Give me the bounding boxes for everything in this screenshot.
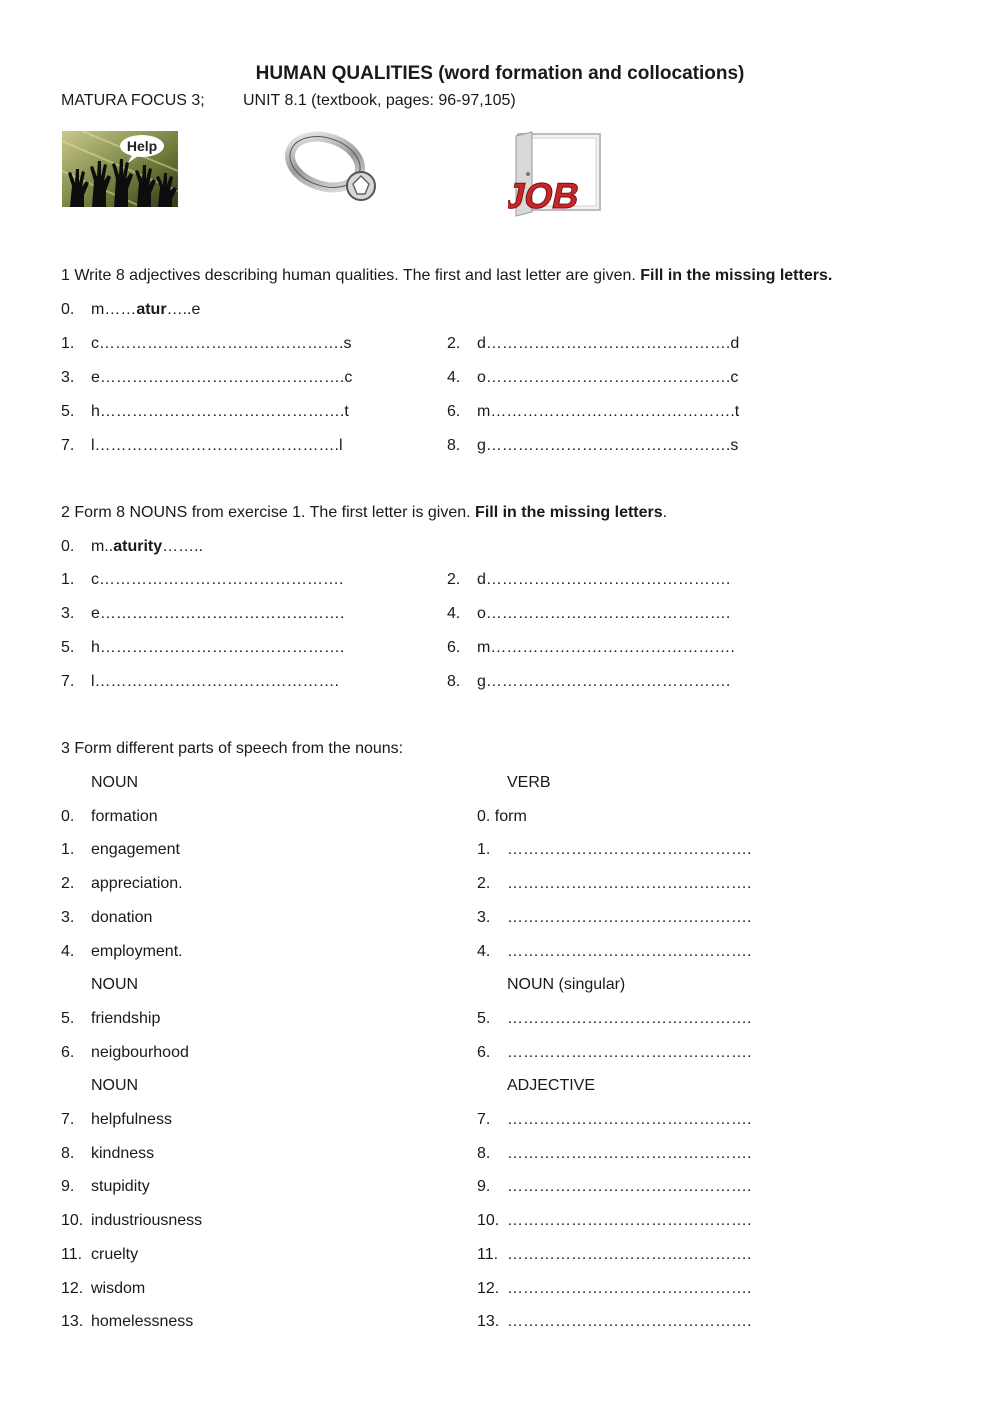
row-number: 8. [61,1144,75,1162]
ex2-item-number: 7. [61,673,75,690]
row-number: 12. [61,1279,84,1297]
answer-number: 7. [477,1111,491,1128]
ex1-item-blank: m……………………………………….t [477,403,740,420]
ex2-example-num: 0. [61,538,75,555]
ex2-item-blank: e………………………………………. [91,605,345,622]
row-number: 10. [61,1212,84,1230]
noun-word: appreciation. [91,875,183,893]
ex1-item-number: 6. [447,403,461,420]
column-header-noun: NOUN [91,1077,139,1095]
column-header-noun: NOUN [91,774,139,791]
ex1-item-blank: h……………………………………….t [91,403,349,420]
answer-blank: ………………………………………. [507,1144,752,1162]
ex1-item-number: 7. [61,437,75,454]
noun-word: friendship [91,1009,161,1027]
ex1-item-blank: e……………………………………….c [91,369,353,386]
ex1-item-number: 3. [61,369,75,386]
answer-number: 5. [477,1009,491,1027]
ex2-item-blank: m………………………………………. [477,639,735,656]
ex2-item-blank: d………………………………………. [477,571,731,588]
answer-blank: ………………………………………. [507,942,752,960]
answer-number: 1. [477,841,491,859]
ex1-item-number: 1. [61,335,75,352]
answer-blank: ………………………………………. [507,875,752,893]
ex2-example: m..aturity…….. [91,538,204,555]
ex1-item-number: 5. [61,403,75,420]
noun-word: donation [91,908,153,926]
noun-word: helpfulness [91,1111,172,1128]
ex2-item-number: 3. [61,605,75,622]
page-title: HUMAN QUALITIES (word formation and collocations) [255,63,745,84]
ex2-item-number: 2. [447,571,461,588]
ex1-item-number: 4. [447,369,461,386]
noun-word: homelessness [91,1313,194,1331]
answer-number: 2. [477,875,491,893]
ex1-example-num: 0. [61,301,75,318]
column-header-noun: NOUN [91,976,139,994]
noun-word: neigbourhood [91,1043,189,1061]
row-number: 3. [61,908,75,926]
noun-word: kindness [91,1144,155,1162]
ex2-item-blank: c………………………………………. [91,571,344,588]
answer-blank: ………………………………………. [507,908,752,926]
row-number: 0. [61,807,75,825]
answer-number: 13. [477,1313,500,1331]
answer-blank: ………………………………………. [507,1245,752,1263]
answer-blank: ………………………………………. [507,841,752,859]
column-header-target: VERB [507,774,551,791]
noun-word: cruelty [91,1245,139,1263]
ex2-item-number: 1. [61,571,75,588]
noun-word: industriousness [91,1212,203,1230]
ex1-instruction: 1 Write 8 adjectives describing human qualities. The first and last letter are given. Fill in the missing letters. [61,267,833,284]
answer-blank: ………………………………………. [507,1279,752,1297]
row-number: 13. [61,1313,84,1331]
noun-word: employment. [91,942,183,960]
answer-blank: ………………………………………. [507,1313,752,1331]
answer-number: 3. [477,908,491,926]
ex2-item-blank: o………………………………………. [477,605,731,622]
noun-word: engagement [91,841,180,859]
noun-word: stupidity [91,1178,150,1196]
ex1-item-blank: o……………………………………….c [477,369,739,386]
row-number: 11. [61,1245,83,1263]
row-number: 7. [61,1111,75,1128]
ex2-item-number: 8. [447,673,461,690]
noun-word: formation [91,807,158,825]
help-label: Help [126,138,158,154]
row-number: 4. [61,942,75,960]
answer-number: 8. [477,1144,491,1162]
ex1-item-number: 2. [447,335,461,352]
ex1-item-blank: c……………………………………….s [91,335,352,352]
answer-number: 6. [477,1043,491,1061]
row-number: 5. [61,1009,75,1027]
answer-blank: ………………………………………. [507,1212,752,1230]
answer-blank: ………………………………………. [507,1178,752,1196]
column-header-target: NOUN (singular) [507,976,626,994]
answer-number: 11. [477,1245,499,1263]
ex2-item-number: 6. [447,639,461,656]
ex2-item-blank: g………………………………………. [477,673,731,690]
subtitle-unit: UNIT 8.1 (textbook, pages: 96-97,105) [243,92,516,109]
ex2-item-number: 5. [61,639,75,656]
answer-blank: ………………………………………. [507,1043,752,1061]
ex1-item-number: 8. [447,437,461,454]
example-answer: 0. form [477,807,527,825]
help-hands-image [62,131,178,207]
answer-number: 12. [477,1279,500,1297]
ex1-item-blank: d……………………………………….d [477,335,740,352]
ex1-example: m……atur…..e [91,301,201,318]
job-label: JOB [508,175,584,216]
row-number: 9. [61,1178,75,1196]
ex1-item-blank: l……………………………………….l [91,437,343,454]
ex1-item-blank: g……………………………………….s [477,437,739,454]
ex2-item-blank: l………………………………………. [91,673,339,690]
ex2-item-number: 4. [447,605,461,622]
ex2-instruction: 2 Form 8 NOUNS from exercise 1. The first letter is given. Fill in the missing letters. [61,504,668,521]
ex2-item-blank: h………………………………………. [91,639,345,656]
answer-number: 4. [477,942,491,960]
row-number: 1. [61,841,75,859]
answer-number: 9. [477,1178,491,1196]
ex3-instruction: 3 Form different parts of speech from the nouns: [61,740,404,757]
row-number: 2. [61,875,75,893]
noun-word: wisdom [91,1279,146,1297]
job-door-image [508,130,604,220]
row-number: 6. [61,1043,75,1061]
column-header-target: ADJECTIVE [507,1077,596,1095]
ring-image [285,128,381,208]
answer-number: 10. [477,1212,500,1230]
answer-blank: ………………………………………. [507,1111,752,1128]
subtitle-book: MATURA FOCUS 3; [61,92,205,109]
answer-blank: ………………………………………. [507,1009,752,1027]
